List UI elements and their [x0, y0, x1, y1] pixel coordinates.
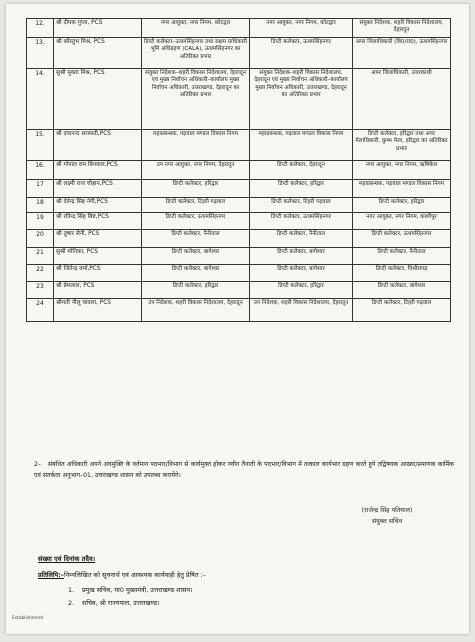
- current-post-cell: संयुक्त निदेशक–शहरी विकास निदेशालय, देहरादून एवं मुख्य निर्वाचन अधिकारी–कार्यालय मुख्य निर्वाचन अधिकारी, उत्तराखण्ड, देहरादून का अतिरिक्त प्रभार: [142, 69, 250, 130]
- additional-charge-cell: डिप्टी कलेक्टर, नैनीताल: [353, 248, 451, 265]
- serial-number-cell: 22: [27, 265, 54, 282]
- table-row: [27, 299, 451, 322]
- additional-charge-cell: नगर आयुक्त, नगर निगम, ऋषिकेश: [353, 161, 451, 180]
- copy-to-line: [38, 570, 448, 579]
- officer-name-cell: सुश्री मुक्ता मिश्र, PCS: [54, 69, 142, 130]
- new-post-cell: डिप्टी कलेक्टर, टिहरी गढ़वाल: [250, 198, 353, 213]
- serial-number-cell: 24: [27, 299, 54, 322]
- instruction-paragraph: [34, 460, 454, 482]
- current-post-cell: डिप्टी कलेक्टर, बागेश्वर: [142, 248, 250, 265]
- new-post-cell: डिप्टी कलेक्टर, हरिद्वार: [250, 282, 353, 299]
- current-post-cell: नगर आयुक्त, नगर निगम, कोटद्वार: [142, 19, 250, 38]
- current-post-cell: डिप्टी कलेक्टर–ऊधमसिंहनगर तथा सक्षम प्राधिकारी भूमि अधिग्रहण (CALA), ऊधमसिंहनगर का अतिरिक्त प्रभार: [142, 38, 250, 69]
- copy-recipient: 1. प्रमुख सचिव, मा0 मुख्यमंत्री, उत्तराखण्ड शासन।: [68, 586, 193, 594]
- serial-number-cell: 12.: [27, 19, 54, 38]
- additional-charge-cell: डिप्टी कलेक्टर, बागेश्वर: [353, 282, 451, 299]
- paragraph-number: 2–: [34, 461, 42, 468]
- serial-number-cell: 21: [27, 248, 54, 265]
- new-post-cell: डिप्टी कलेक्टर, हरिद्वार: [250, 180, 353, 198]
- new-post-cell: डिप्टी कलेक्टर, ऊधमसिंहनगर: [250, 38, 353, 69]
- additional-charge-cell: अपर जिलाधिकारी (वि0/रा0), ऊधमसिंहनगर: [353, 38, 451, 69]
- new-post-cell: संयुक्त निदेशक–शहरी विकास निदेशालय, देहरादून एवं मुख्य निर्वाचन अधिकारी–कार्यालय मुख्य निर्वाचन अधिकारी, उत्तराखण्ड, देहरादून का अतिरिक्त प्रभार: [250, 69, 353, 130]
- officer-name-cell: श्री रविन्द्र सिंह बिष्ट,PCS: [54, 213, 142, 230]
- current-post-cell: डिप्टी कलेक्टर, बागेश्वर: [142, 265, 250, 282]
- new-post-cell: महाप्रबन्धक, गढ़वाल मण्डल विकास निगम: [250, 130, 353, 161]
- new-post-cell: डिप्टी कलेक्टर, ऊधमसिंहनगर: [250, 213, 353, 230]
- table-row: [27, 282, 451, 299]
- table-row: [27, 230, 451, 248]
- table-row: [27, 130, 451, 161]
- new-post-cell: नगर आयुक्त, नगर निगम, कोटद्वार: [250, 19, 353, 38]
- officer-name-cell: श्री गोपाल राम बिनवाल,PCS: [54, 161, 142, 180]
- paragraph-text: संबंधित अधिकारी अपने अवमुक्ति के वर्तमान पदभार/विभाग से कार्यमुक्त होकर नवीन तैनाती के पदभार/विभाग में तत्काल कार्यभार ग्रहण करते हुये तद्विषयक आख्या/प्रमाणक कार्मिक एवं सतर्कता अनुभाग–01, उत्तराखण्ड शासन को उपलब्ध करायेंगे।: [34, 461, 454, 479]
- additional-charge-cell: डिप्टी कलेक्टर, टिहरी गढ़वाल: [353, 299, 451, 322]
- table-row: [27, 38, 451, 69]
- transfer-table: [26, 18, 451, 322]
- serial-number-cell: 19: [27, 213, 54, 230]
- copy-text: निम्नलिखित को सूचनार्थ एवं आवश्यक कार्यवाही हेतु प्रेषित :–: [63, 571, 206, 579]
- current-post-cell: डिप्टी कलेक्टर, हरिद्वार: [142, 180, 250, 198]
- copy-label: प्रतिलिपि:–: [38, 571, 64, 579]
- serial-number-cell: 15.: [27, 130, 54, 161]
- officer-name-cell: सुश्री मोनिका, PCS: [54, 248, 142, 265]
- new-post-cell: डिप्टी कलेक्टर, बागेश्वर: [250, 265, 353, 282]
- officer-name-cell: श्री जितेन्द्र वर्मा,PCS: [54, 265, 142, 282]
- table-row: [27, 19, 451, 38]
- signer-name: (राजेन्द्र सिंह पतियाल): [361, 507, 413, 514]
- additional-charge-cell: डिप्टी कलेक्टर, हरिद्वार तथा अपर मेलाधिकारी, कुम्भ मेला, हरिद्वार का अतिरिक्त प्रभार: [353, 130, 451, 161]
- transfer-table-body: [27, 19, 451, 322]
- officer-name-cell: श्री तुषार सैनी, PCS: [54, 230, 142, 248]
- serial-number-cell: 14.: [27, 69, 54, 130]
- additional-charge-cell: डिप्टी कलेक्टर, ऊधमसिंहनगर: [353, 230, 451, 248]
- table-row: [27, 265, 451, 282]
- additional-charge-cell: डिप्टी कलेक्टर, पिथौरागढ़: [353, 265, 451, 282]
- officer-name-cell: श्री कौस्तुभ मिश्र, PCS: [54, 38, 142, 69]
- additional-charge-cell: संयुक्त निदेशक, शहरी विकास निदेशालय, देहरादून: [353, 19, 451, 38]
- table-row: [27, 248, 451, 265]
- current-post-cell: उप निदेशक, शहरी विकास निदेशालय, देहरादून: [142, 299, 250, 322]
- new-post-cell: डिप्टी कलेक्टर, नैनीताल: [250, 230, 353, 248]
- additional-charge-cell: अपर जिलाधिकारी, उत्तरकाशी: [353, 69, 451, 130]
- serial-number-cell: 17: [27, 180, 54, 198]
- new-post-cell: डिप्टी कलेक्टर, देहरादून: [250, 161, 353, 180]
- additional-charge-cell: नगर आयुक्त, नगर निगम, काशीपुर: [353, 213, 451, 230]
- signer-title: संयुक्त सचिव: [371, 517, 403, 525]
- serial-number-cell: 23: [27, 282, 54, 299]
- officer-name-cell: श्री दीपक गुप्ता, PCS: [54, 19, 142, 38]
- serial-number-cell: 16.: [27, 161, 54, 180]
- new-post-cell: डिप्टी कलेक्टर, बागेश्वर: [250, 248, 353, 265]
- current-post-cell: उप नगर आयुक्त, नगर निगम, देहरादून: [142, 161, 250, 180]
- officer-name-cell: श्री दयानन्द सरस्वती,PCS: [54, 130, 142, 161]
- officer-name-cell: श्री लक्ष्मी राज चौहान,PCS: [54, 180, 142, 198]
- current-post-cell: डिप्टी कलेक्टर, ऊधमसिंहनगर: [142, 213, 250, 230]
- officer-name-cell: श्री देवेन्द्र सिंह नेगी,PCS: [54, 198, 142, 213]
- table-row: [27, 198, 451, 213]
- current-post-cell: डिप्टी कलेक्टर, टिहरी गढ़वाल: [142, 198, 250, 213]
- document-page: [6, 4, 469, 634]
- officer-name-cell: श्री प्रेमलाल, PCS: [54, 282, 142, 299]
- additional-charge-cell: डिप्टी कलेक्टर, हरिद्वार: [353, 198, 451, 213]
- copy-recipient: 2. सचिव, श्री राज्यपाल, उत्तराखण्ड।: [68, 598, 160, 607]
- table-row: [27, 180, 451, 198]
- current-post-cell: डिप्टी कलेक्टर, हरिद्वार: [142, 282, 250, 299]
- copy-recipient-list: [68, 584, 192, 610]
- table-row: [27, 69, 451, 130]
- new-post-cell: उप निदेशक, शहरी विकास निदेशालय, देहरादून: [250, 299, 353, 322]
- current-post-cell: महाप्रबन्धक, गढ़वाल मण्डल विकास निगम: [142, 130, 250, 161]
- additional-charge-cell: महाप्रबन्धक, गढ़वाल मण्डल विकास निगम: [353, 180, 451, 198]
- serial-number-cell: 20: [27, 230, 54, 248]
- table-row: [27, 213, 451, 230]
- officer-name-cell: श्रीमती नीलू चावला, PCS: [54, 299, 142, 322]
- reference-line: संख्या एवं दिनांक तदैव।: [38, 555, 96, 563]
- current-post-cell: डिप्टी कलेक्टर, नैनीताल: [142, 230, 250, 248]
- serial-number-cell: 18: [27, 198, 54, 213]
- table-row: [27, 161, 451, 180]
- serial-number-cell: 13.: [27, 38, 54, 69]
- footer-label: Establishment: [12, 616, 44, 621]
- signature-block: [332, 506, 442, 527]
